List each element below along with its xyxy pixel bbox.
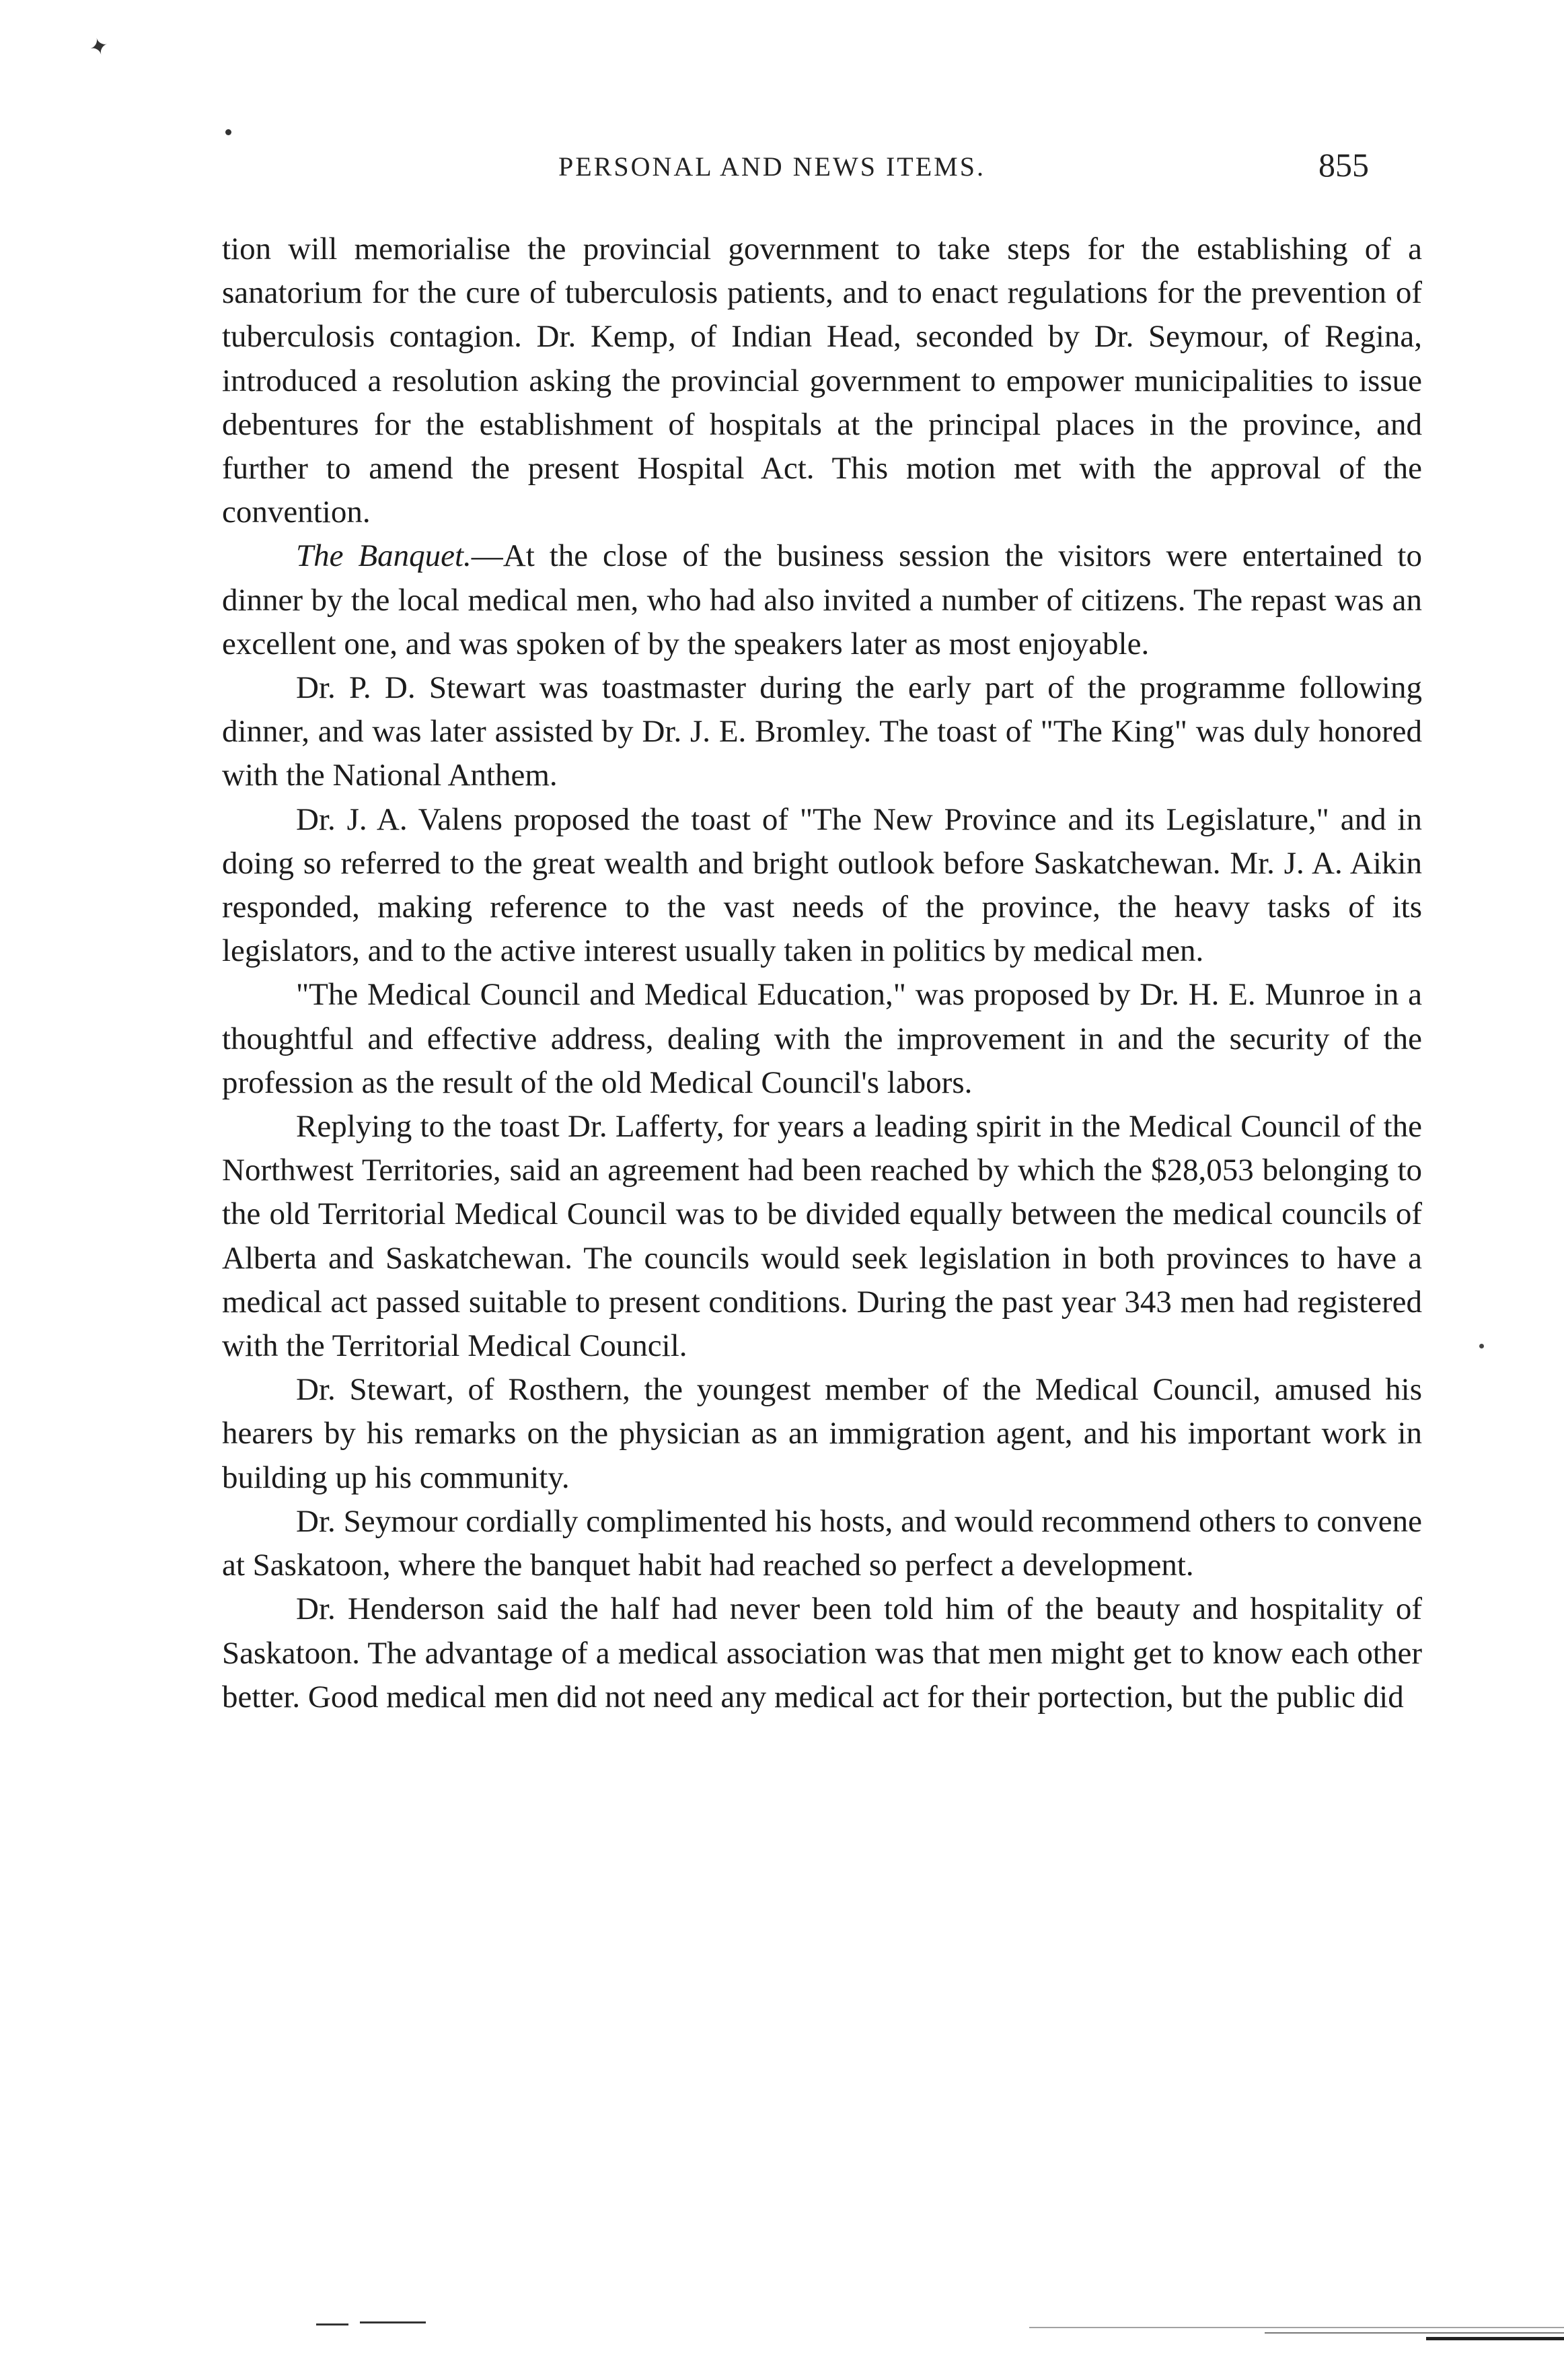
page-number: 855 [1318, 146, 1369, 184]
section-title: The Banquet. [296, 538, 472, 574]
scan-edge-rule [1029, 2327, 1564, 2328]
footer-dash [316, 2323, 348, 2325]
paragraph-continued: tion will memorialise the provincial government to take steps for the establishing of a sanatorium for the cure of tuberculosis patients, and to enact regulations for the prevention of tuberculosis contagion. Dr. Kemp, of Indian Head, seconded by Dr. Seymour, of Regina, introduced a resolution asking the provincial government to empower municipalities to issue debentures for the establishment of hospitals at the principal places in the province, and further to amend the present Hospital Act. This motion met with the approval of the convention. [222, 231, 1422, 530]
ink-mark: ✦ [86, 31, 112, 63]
article-body [222, 227, 1422, 1719]
paragraph: Dr. Henderson said the half had never been told him of the beauty and hospitality of Saskatoon. The advantage of a medical association was that men might get to know each other better. Good medical men did not need any medical act for their portection, but the public did [222, 1591, 1422, 1715]
footer-dash [360, 2321, 426, 2323]
ink-dot [225, 129, 231, 135]
paragraph-text: —At the close of the business session the visitors were entertained to dinner by the local medical men, who had also invited a number of citizens. The repast was an excellent one, and was spoken of by the speakers later as most enjoyable. [222, 538, 1422, 661]
margin-speck [1479, 1344, 1484, 1348]
paragraph-banquet [222, 534, 1422, 666]
running-title: PERSONAL AND NEWS ITEMS. [558, 151, 985, 182]
paragraph: Dr. Seymour cordially complimented his hosts, and would recommend others to convene at Saskatoon, where the banquet habit had reached so perfect a development. [222, 1503, 1422, 1583]
scan-edge-rule [1265, 2332, 1564, 2334]
paragraph: Dr. Stewart, of Rosthern, the youngest member of the Medical Council, amused his hearers by his remarks on the physician as an immigration agent, and his important work in building up his community. [222, 1372, 1422, 1495]
scan-edge-rule [1426, 2337, 1564, 2340]
running-header [0, 147, 1564, 194]
paragraph: Dr. J. A. Valens proposed the toast of "The New Province and its Legislature," and in doing so referred to the great wealth and bright outlook before Saskatchewan. Mr. J. A. Aikin responded, making reference to the vast needs of the province, the heavy tasks of its legislators, and to the active interest usually taken in politics by medical men. [222, 801, 1422, 969]
paragraph: Replying to the toast Dr. Lafferty, for years a leading spirit in the Medical Council of the Northwest Territories, said an agreement had been reached by which the $28,053 belonging to the old Territorial Medical Council was to be divided equally between the medical councils of Alberta and Saskatchewan. The councils would seek legislation in both provinces to have a medical act passed suitable to present conditions. During the past year 343 men had registered with the Territorial Medical Council. [222, 1109, 1422, 1364]
paragraph: "The Medical Council and Medical Education," was proposed by Dr. H. E. Munroe in a thoughtful and effective address, dealing with the improvement in and the security of the profession as the result of the old Medical Council's labors. [222, 977, 1422, 1100]
paragraph: Dr. P. D. Stewart was toastmaster during the early part of the programme following dinner, and was later assisted by Dr. J. E. Bromley. The toast of "The King" was duly honored with the National Anthem. [222, 670, 1422, 793]
